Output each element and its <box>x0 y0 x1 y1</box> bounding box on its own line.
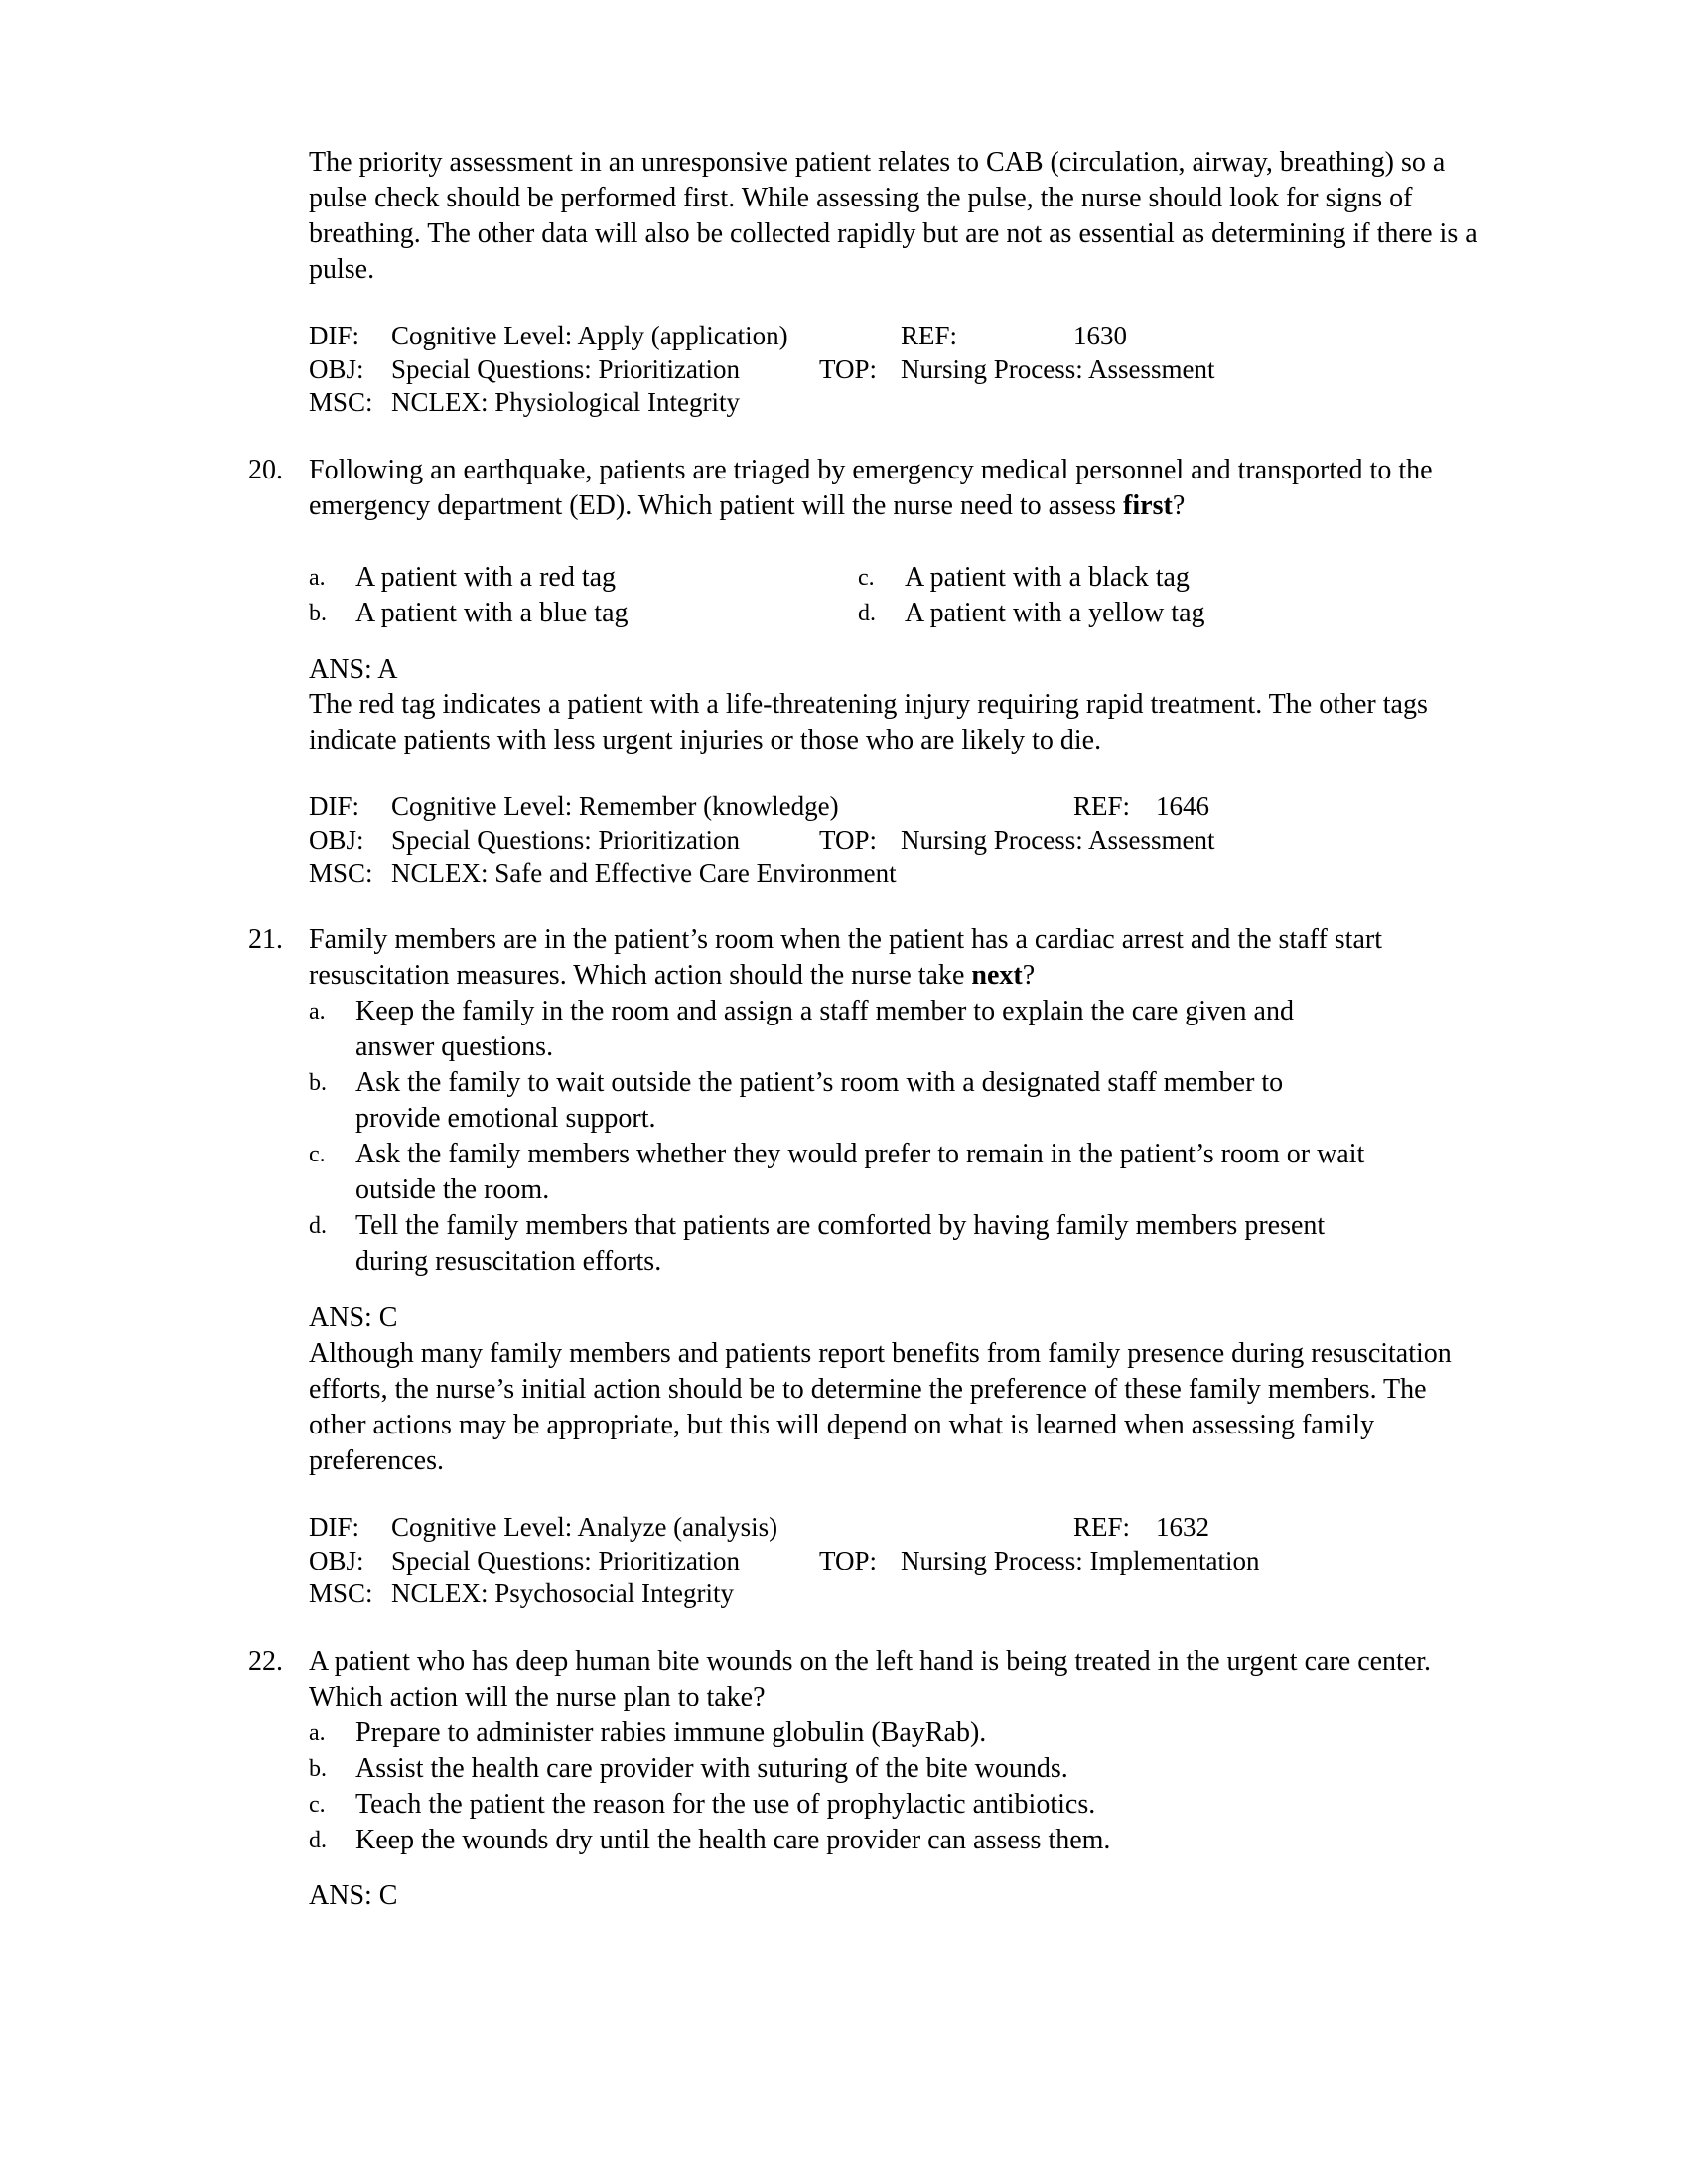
stem-end: ? <box>1172 490 1186 521</box>
option-letter: b. <box>309 1756 327 1782</box>
dif-value: Cognitive Level: Apply (application) <box>391 321 788 350</box>
question-stem <box>309 453 1480 524</box>
option-d <box>309 1823 1451 1858</box>
obj-value: Special Questions: Prioritization <box>391 824 740 855</box>
ref-value: 1632 <box>1156 1512 1209 1542</box>
ref-label: REF: <box>901 321 958 350</box>
option-letter: a. <box>309 565 326 591</box>
msc-value: NCLEX: Physiological Integrity <box>391 387 740 417</box>
option-letter: d. <box>309 1828 327 1853</box>
option-b <box>309 1751 1451 1787</box>
dif-label: DIF: <box>309 1512 360 1542</box>
option-text: Prepare to administer rabies immune globulin (BayRab). <box>355 1717 987 1748</box>
top-label: TOP: <box>819 1545 878 1575</box>
option-letter: d. <box>309 1213 327 1239</box>
answer: ANS: A <box>309 654 398 685</box>
option-c <box>309 1787 1451 1823</box>
option-d <box>309 1208 1361 1280</box>
obj-value: Special Questions: Prioritization <box>391 353 740 384</box>
option-c <box>858 560 1454 596</box>
msc-label: MSC: <box>309 387 373 417</box>
obj-label: OBJ: <box>309 353 364 384</box>
stem-text: Following an earthquake, patients are triaged by emergency medical personnel and transported to the emergency department (ED). Which patient will the nurse need to assess <box>309 455 1433 521</box>
q19-rationale: The priority assessment in an unresponsive patient relates to CAB (circulation, airway, breathing) so a pulse check should be performed first. While assessing the pulse, the nurse should look for signs of breathing. The other data will also be collected rapidly but are not as essential as determining if there is a pulse. <box>309 147 1477 285</box>
stem-emphasis: first <box>1123 490 1173 521</box>
ref-label: REF: <box>1073 1512 1131 1542</box>
option-text: Ask the family members whether they would prefer to remain in the patient’s room or wait outside the room. <box>355 1139 1365 1205</box>
rationale: The red tag indicates a patient with a life-threatening injury requiring rapid treatment. The other tags indicate patients with less urgent injuries or those who are likely to die. <box>309 689 1428 755</box>
option-text: Tell the family members that patients are comforted by having family members present during resuscitation efforts. <box>355 1210 1326 1277</box>
option-letter: a. <box>309 999 326 1024</box>
stem-end: ? <box>1022 960 1036 991</box>
ref-value: 1630 <box>1073 321 1127 350</box>
msc-value: NCLEX: Psychosocial Integrity <box>391 1578 734 1608</box>
option-text: Ask the family to wait outside the patient’s room with a designated staff member to provide emotional support. <box>355 1067 1284 1134</box>
dif-value: Cognitive Level: Analyze (analysis) <box>391 1512 778 1542</box>
msc-value: NCLEX: Safe and Effective Care Environment <box>391 858 897 887</box>
option-letter: b. <box>309 1070 327 1096</box>
obj-label: OBJ: <box>309 1545 364 1575</box>
option-d <box>858 596 1454 631</box>
dif-label: DIF: <box>309 321 360 350</box>
rationale: Although many family members and patients report benefits from family presence during resuscitation efforts, the nurse’s initial action should be to determine the preference of these family members. The other actions may be appropriate, but this will depend on what is learned when assessing family preferences. <box>309 1338 1452 1476</box>
option-a <box>309 994 1361 1065</box>
option-a <box>309 560 805 596</box>
answer: ANS: C <box>309 1880 398 1911</box>
option-text: A patient with a black tag <box>905 562 1190 593</box>
top-value: Nursing Process: Assessment <box>901 824 1215 855</box>
dif-label: DIF: <box>309 791 360 821</box>
question-number: 20. <box>248 455 283 485</box>
option-letter: a. <box>309 1720 326 1746</box>
option-letter: d. <box>858 601 876 626</box>
stem-emphasis: next <box>971 960 1023 991</box>
option-text: A patient with a red tag <box>355 562 617 593</box>
option-text: Assist the health care provider with suturing of the bite wounds. <box>355 1753 1068 1784</box>
ref-value: 1646 <box>1156 791 1209 821</box>
top-label: TOP: <box>819 824 878 855</box>
top-label: TOP: <box>819 353 878 384</box>
option-text: Keep the family in the room and assign a staff member to explain the care given and answer questions. <box>355 996 1294 1062</box>
msc-label: MSC: <box>309 858 373 887</box>
answer: ANS: C <box>309 1302 398 1333</box>
option-letter: c. <box>309 1792 326 1818</box>
question-number: 21. <box>248 924 283 955</box>
option-b <box>309 596 805 631</box>
option-a <box>309 1715 1451 1751</box>
top-value: Nursing Process: Implementation <box>901 1545 1260 1575</box>
stem-text: Family members are in the patient’s room when the patient has a cardiac arrest and the staff start resuscitation measures. Which action should the nurse take <box>309 924 1382 991</box>
option-text: Keep the wounds dry until the health care provider can assess them. <box>355 1825 1111 1855</box>
option-text: A patient with a yellow tag <box>905 598 1205 628</box>
question-stem: A patient who has deep human bite wounds on the left hand is being treated in the urgent care center. Which action will the nurse plan to take? <box>309 1646 1432 1712</box>
option-letter: c. <box>858 565 875 591</box>
ref-label: REF: <box>1073 791 1131 821</box>
option-text: A patient with a blue tag <box>355 598 629 628</box>
obj-label: OBJ: <box>309 824 364 855</box>
obj-value: Special Questions: Prioritization <box>391 1545 740 1575</box>
option-letter: c. <box>309 1142 326 1167</box>
question-number: 22. <box>248 1646 283 1677</box>
msc-label: MSC: <box>309 1578 373 1608</box>
question-stem <box>309 922 1480 994</box>
top-value: Nursing Process: Assessment <box>901 353 1215 384</box>
option-text: Teach the patient the reason for the use of prophylactic antibiotics. <box>355 1789 1096 1820</box>
option-c <box>309 1137 1391 1208</box>
option-letter: b. <box>309 601 327 626</box>
option-b <box>309 1065 1361 1137</box>
dif-value: Cognitive Level: Remember (knowledge) <box>391 791 839 821</box>
